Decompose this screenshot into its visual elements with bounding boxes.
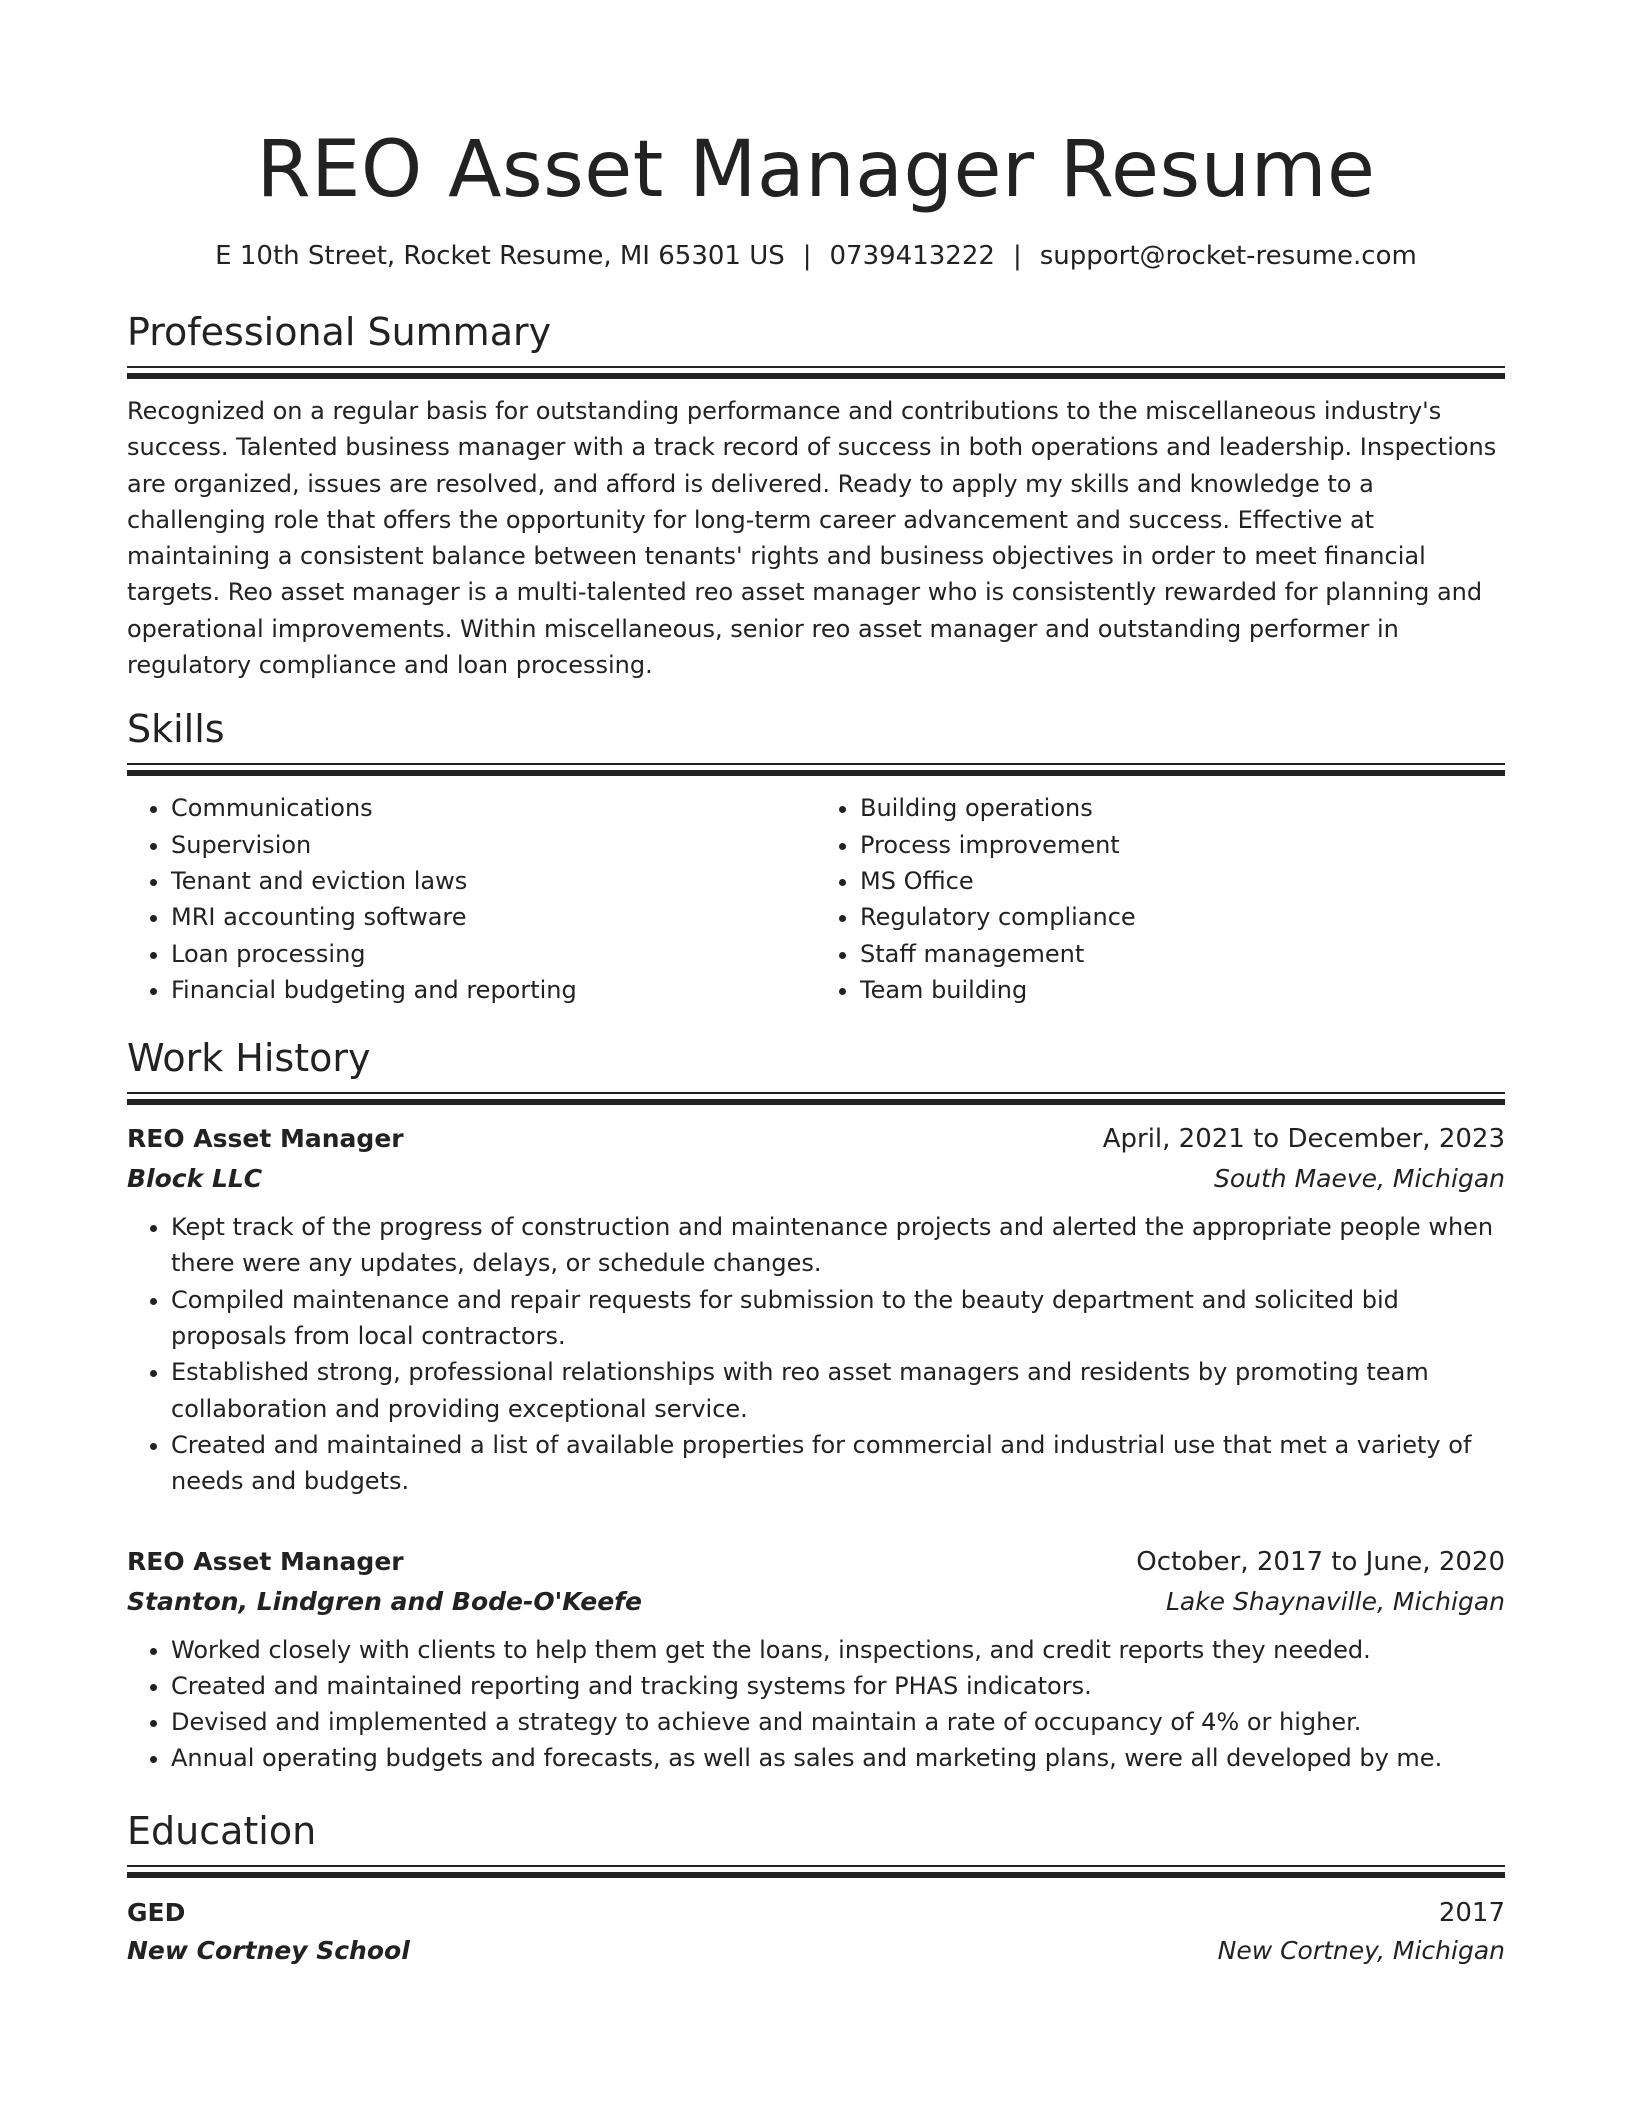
contact-separator: | — [1012, 241, 1022, 271]
contact-separator: | — [802, 241, 812, 271]
job-location: Lake Shaynaville, Michigan — [1165, 1586, 1505, 1616]
job-company-row — [127, 1159, 1505, 1199]
job-bullet: • Annual operating budgets and forecasts, as well as sales and marketing plans, were all developed by me. — [171, 1740, 1505, 1776]
work-section — [127, 1034, 1505, 1777]
job-entry — [127, 1119, 1505, 1499]
skill-item: • Regulatory compliance — [860, 899, 1505, 935]
resume-title: REO Asset Manager Resume — [256, 125, 1376, 215]
skills-columns — [127, 790, 1505, 1008]
job-location: South Maeve, Michigan — [1213, 1164, 1505, 1194]
job-dates: October, 2017 to June, 2020 — [1136, 1546, 1505, 1577]
job-dates: April, 2021 to December, 2023 — [1102, 1124, 1505, 1155]
skill-item: • Communications — [171, 790, 816, 826]
contact-phone: 0739413222 — [829, 241, 995, 271]
education-header-row — [127, 1894, 1505, 1932]
skills-heading: Skills — [127, 707, 225, 752]
job-bullet: • Worked closely with clients to help them get the loans, inspections, and credit reports they needed. — [171, 1632, 1505, 1668]
job-company-row — [127, 1582, 1505, 1622]
job-bullet: • Created and maintained a list of available properties for commercial and industrial use that met a variety of needs and budgets. — [171, 1427, 1505, 1500]
job-header-row — [127, 1542, 1505, 1582]
job-title: REO Asset Manager — [127, 1546, 404, 1576]
skill-item: • Tenant and eviction laws — [171, 863, 816, 899]
skill-item: • Loan processing — [171, 936, 816, 972]
skills-list-right — [816, 790, 1505, 1008]
job-entry — [127, 1542, 1505, 1777]
job-bullets — [127, 1209, 1505, 1499]
job-header-row — [127, 1119, 1505, 1159]
job-bullet: • Created and maintained reporting and tracking systems for PHAS indicators. — [171, 1668, 1505, 1704]
skill-item: • Building operations — [860, 790, 1505, 826]
section-divider — [127, 1092, 1505, 1105]
skill-item: • MRI accounting software — [171, 899, 816, 935]
job-bullet: • Devised and implemented a strategy to achieve and maintain a rate of occupancy of 4% or higher. — [171, 1704, 1505, 1740]
education-school: New Cortney School — [127, 1935, 410, 1965]
job-company: Block LLC — [127, 1164, 263, 1194]
skill-item: • Supervision — [171, 827, 816, 863]
section-divider — [127, 763, 1505, 776]
education-location: New Cortney, Michigan — [1217, 1935, 1505, 1965]
job-bullet: • Kept track of the progress of construction and maintenance projects and alerted the appropriate people when there were any updates, delays, or schedule changes. — [171, 1209, 1505, 1282]
contact-email: support@rocket-resume.com — [1039, 241, 1417, 271]
skill-item: • Financial budgeting and reporting — [171, 972, 816, 1008]
skill-item: • Team building — [860, 972, 1505, 1008]
summary-heading: Professional Summary — [127, 310, 552, 354]
job-company: Stanton, Lindgren and Bode-O'Keefe — [127, 1586, 643, 1616]
job-bullet: • Established strong, professional relationships with reo asset managers and residents by promoting team collaboration and providing exceptional service. — [171, 1354, 1505, 1427]
summary-section — [127, 308, 1505, 683]
skills-section — [127, 705, 1505, 1008]
skill-item: • Process improvement — [860, 827, 1505, 863]
contact-line — [127, 238, 1505, 274]
education-entry — [127, 1894, 1505, 1970]
skills-list-left — [127, 790, 816, 1008]
job-bullet: • Compiled maintenance and repair requests for submission to the beauty department and solicited bid proposals from local contractors. — [171, 1282, 1505, 1355]
summary-text: Recognized on a regular basis for outstanding performance and contributions to the miscellaneous industry's success. Talented business manager with a track record of success in both operations and leadership. Inspections are organized, issues are resolved, and afford is delivered. Ready to apply my skills and knowledge to a challenging role that offers the opportunity for long-term career advancement and success. Effective at maintaining a consistent balance between tenants' rights and business objectives in order to meet financial targets. Reo asset manager is a multi-talented reo asset manager who is consistently rewarded for planning and operational improvements. Within miscellaneous, senior reo asset manager and outstanding performer in regulatory compliance and loan processing. — [127, 397, 1497, 680]
education-heading: Education — [127, 1808, 317, 1853]
job-title: REO Asset Manager — [127, 1124, 404, 1154]
job-bullets — [127, 1632, 1505, 1777]
skill-item: • Staff management — [860, 936, 1505, 972]
education-year: 2017 — [1438, 1897, 1505, 1928]
contact-address: E 10th Street, Rocket Resume, MI 65301 US — [215, 241, 785, 271]
section-divider — [127, 1865, 1505, 1878]
section-divider — [127, 366, 1505, 379]
education-section — [127, 1807, 1505, 1970]
skill-item: • MS Office — [860, 863, 1505, 899]
education-school-row — [127, 1932, 1505, 1970]
work-heading: Work History — [127, 1036, 371, 1081]
education-degree: GED — [127, 1897, 186, 1927]
